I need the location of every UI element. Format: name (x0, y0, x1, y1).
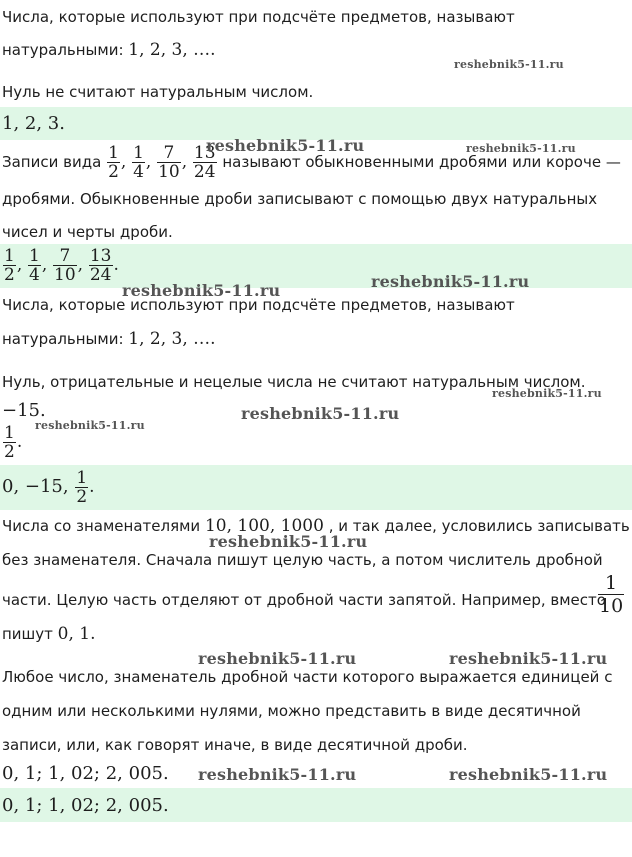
paragraph-natural-numbers-line1: Числа, которые используют при подсчёте предметов, называют (2, 8, 515, 26)
fraction: $\frac{13}{24}$ (89, 246, 112, 285)
fraction: $\frac{1}{2}$ (76, 468, 88, 507)
math-decimals-highlight: 0, 1; 1, 02; 2, 005. (2, 795, 169, 816)
paragraph-decimal-line1: Числа со знаменателями 10, 100, 1000 , и так далее, условились записывать (2, 516, 630, 536)
paragraph-fractions-line3: чисел и черты дроби. (2, 223, 173, 241)
highlight-band-3 (0, 465, 632, 510)
text: Записи вида (2, 153, 102, 171)
math-example-1: 1, 2, 3. (2, 113, 65, 134)
watermark: reshebnik5-11.ru (206, 136, 365, 155)
fraction: $\frac{1}{2}$ (108, 143, 119, 182)
math-denominators: 10, 100, 1000 (204, 516, 324, 536)
math-decimals-example: 0, 1; 1, 02; 2, 005. (2, 763, 169, 784)
paragraph-fractions-line1: Записи вида $\frac{1}{2}$ , $\frac{1}{4}$ , $\frac{7}{10}$ , $\frac{13}{24}$ называют обыкновенными дробями или короче — (2, 143, 621, 182)
fraction-one-tenth: $\frac{1}{10}$ (599, 572, 624, 617)
paragraph-zero-negative: Нуль, отрицательные и нецелые числа не считают натуральным числом. (2, 373, 586, 391)
fraction: $\frac{1}{2}$ (4, 423, 15, 462)
paragraph-zero-not-natural: Нуль не считают натуральным числом. (2, 83, 314, 101)
text: натуральными: (2, 330, 129, 348)
math-example-2: $\frac{1}{2}$ , $\frac{1}{4}$ , $\frac{7}{10}$ , $\frac{13}{24}$ . (4, 246, 119, 285)
fraction: $\frac{7}{10}$ (158, 143, 180, 182)
fraction: $\frac{1}{4}$ (133, 143, 144, 182)
watermark: reshebnik5-11.ru (371, 272, 530, 291)
fraction: $\frac{13}{24}$ (193, 143, 216, 182)
math-sequence: 1, 2, 3, …. (128, 329, 216, 349)
fraction: $\frac{7}{10}$ (54, 246, 76, 285)
paragraph-any-number-line2: одним или несколькими нулями, можно представить в виде десятичной (2, 702, 581, 720)
paragraph-decimal-line3: части. Целую часть отделяют от дробной части запятой. Например, вместо (2, 591, 606, 609)
text: называют обыкновенными дробями или короче — (222, 153, 621, 171)
watermark: reshebnik5-11.ru (449, 649, 608, 668)
fraction: $\frac{1}{2}$ (4, 246, 15, 285)
paragraph-decimal-line4: пишут 0, 1. (2, 624, 96, 644)
fraction: $\frac{1}{4}$ (29, 246, 40, 285)
paragraph-fractions-line2: дробями. Обыкновенные дроби записывают с помощью двух натуральных (2, 190, 598, 208)
math-sequence: 1, 2, 3, …. (128, 40, 216, 60)
watermark: reshebnik5-11.ru (449, 765, 608, 784)
paragraph-natural-numbers-2-line1: Числа, которые используют при подсчёте предметов, называют (2, 296, 515, 314)
watermark: reshebnik5-11.ru (35, 419, 145, 432)
math-negative-fifteen: −15. (2, 400, 46, 421)
watermark: reshebnik5-11.ru (122, 281, 281, 300)
paragraph-any-number-line3: записи, или, как говорят иначе, в виде десятичной дроби. (2, 736, 468, 754)
paragraph-natural-numbers-line2 (2, 40, 216, 60)
watermark: reshebnik5-11.ru (454, 58, 564, 71)
watermark: reshebnik5-11.ru (198, 649, 357, 668)
watermark: reshebnik5-11.ru (209, 532, 368, 551)
paragraph-natural-numbers-2-line2 (2, 329, 216, 349)
text: натуральными: (2, 41, 129, 59)
watermark: reshebnik5-11.ru (466, 142, 576, 155)
math-one-half: $\frac{1}{2}$ . (4, 423, 23, 462)
math-example-3: 0, −15, $\frac{1}{2}$ . (2, 468, 95, 507)
watermark: reshebnik5-11.ru (492, 387, 602, 400)
watermark: reshebnik5-11.ru (198, 765, 357, 784)
watermark: reshebnik5-11.ru (241, 404, 400, 423)
paragraph-decimal-line2: без знаменателя. Сначала пишут целую часть, а потом числитель дробной (2, 551, 603, 569)
paragraph-any-number-line1: Любое число, знаменатель дробной части которого выражается единицей с (2, 668, 613, 686)
